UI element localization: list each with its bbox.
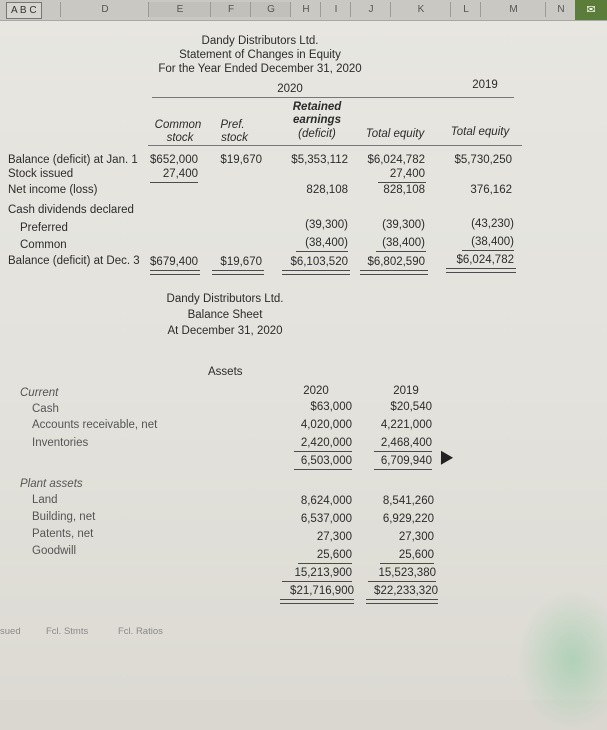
preferred-total-2019: (43,230)	[471, 218, 514, 230]
bs-goodwill-2019: 25,600	[398, 549, 434, 561]
bs-patents-2020: 27,300	[316, 531, 352, 543]
common-total-2019: (38,400)	[471, 236, 514, 248]
preferred-retained: (39,300)	[305, 219, 348, 231]
bs-current-label: Current	[20, 387, 59, 399]
bs-land-label: Land	[32, 494, 58, 506]
bs-plant-total-2019-rule	[368, 581, 436, 582]
stock-issued-rule	[150, 182, 198, 183]
bs-title: Balance Sheet	[187, 309, 263, 321]
equity-year-2020: 2020	[277, 83, 303, 95]
bs-land-2020: 8,624,000	[300, 495, 352, 507]
balance-jan-retained: $5,353,112	[291, 154, 348, 166]
bs-building-2019: 6,929,220	[382, 513, 434, 525]
bs-grand-total-2019: $22,233,320	[374, 585, 438, 597]
equity-company-name: Dandy Distributors Ltd.	[201, 35, 319, 47]
net-income-retained: 828,108	[306, 184, 348, 196]
common-total-rule	[376, 251, 426, 252]
balance-jan-total: $6,024,782	[367, 154, 425, 166]
bs-grand-total-2019-double-rule	[366, 599, 438, 604]
bs-company-name: Dandy Distributors Ltd.	[166, 293, 284, 305]
column-header-bar	[0, 0, 607, 21]
bs-inventories-2019: 2,468,400	[380, 437, 432, 449]
equity-period: For the Year Ended December 31, 2020	[158, 63, 362, 75]
sheet-tab-fcl-ratios[interactable]: Fcl. Ratios	[118, 626, 163, 637]
bs-building-2020: 6,537,000	[300, 513, 352, 525]
sheet-tab-bar	[0, 624, 607, 640]
common-retained: (38,400)	[305, 237, 348, 249]
retained-header-3: (deficit)	[298, 128, 336, 140]
bs-ar-2019: 4,221,000	[380, 419, 432, 431]
balance-dec-total-2019: $6,024,782	[456, 254, 514, 266]
total-2019-header: Total equity	[450, 126, 510, 138]
balance-dec-2019-double-rule	[446, 268, 516, 273]
column-header-f[interactable]: F	[210, 2, 251, 17]
equity-header-rule	[148, 145, 522, 146]
column-header-k[interactable]: K	[390, 2, 451, 17]
bs-year-2020: 2020	[303, 385, 329, 397]
column-header-g[interactable]: G	[250, 2, 291, 17]
bs-current-total-2020-rule	[294, 469, 352, 470]
balance-dec-total: $6,802,590	[367, 256, 425, 268]
column-header-m[interactable]: M	[480, 2, 546, 17]
bs-year-2019: 2019	[393, 385, 419, 397]
bs-land-2019: 8,541,260	[382, 495, 434, 507]
bs-inventories-label: Inventories	[32, 437, 89, 449]
equity-year-rule	[152, 97, 514, 98]
balance-dec-pref: $19,670	[220, 256, 262, 268]
row-label-balance-dec: Balance (deficit) at Dec. 3	[8, 255, 140, 267]
column-header-e[interactable]: E	[148, 2, 211, 17]
column-header-d[interactable]: D	[60, 2, 149, 17]
column-header-j[interactable]: J	[350, 2, 391, 17]
bs-ar-label: Accounts receivable, net	[32, 419, 158, 431]
bs-plant-total-2020-rule	[282, 581, 352, 582]
bs-plant-label: Plant assets	[20, 478, 83, 490]
bs-patents-label: Patents, net	[32, 528, 94, 540]
name-box[interactable]: A B C	[6, 2, 42, 19]
app-logo-icon: ✉	[575, 0, 607, 20]
balance-jan-common: $652,000	[150, 154, 198, 166]
bs-plant-total-2019: 15,523,380	[378, 567, 436, 579]
common-retained-rule	[296, 251, 348, 252]
bs-plant-2020-rule	[298, 563, 352, 564]
row-label-common: Common	[20, 239, 67, 251]
common-header-2: stock	[166, 132, 194, 144]
preferred-total: (39,300)	[382, 219, 425, 231]
bs-current-total-2019-rule	[374, 469, 432, 470]
bs-cash-2020: $63,000	[310, 401, 352, 413]
total-2020-header: Total equity	[365, 128, 425, 140]
balance-dec-common-double-rule	[150, 270, 200, 275]
row-label-preferred: Preferred	[20, 222, 68, 234]
row-label-net-income: Net income (loss)	[8, 184, 98, 196]
common-header-1: Common	[154, 119, 202, 131]
balance-jan-pref: $19,670	[220, 154, 262, 166]
bs-grand-total-2020-double-rule	[280, 599, 354, 604]
balance-dec-common: $679,400	[150, 256, 198, 268]
row-label-stock-issued: Stock issued	[8, 168, 74, 180]
net-income-total: 828,108	[383, 184, 425, 196]
retained-header-1: Retained	[292, 101, 342, 113]
stock-issued-common: 27,400	[162, 168, 198, 180]
pref-header-2: stock	[221, 132, 248, 144]
row-label-balance-jan: Balance (deficit) at Jan. 1	[8, 154, 138, 166]
bs-goodwill-label: Goodwill	[32, 545, 77, 557]
bs-goodwill-2020: 25,600	[316, 549, 352, 561]
bs-current-total-2020: 6,503,000	[300, 455, 352, 467]
row-label-cash-dividends: Cash dividends declared	[8, 204, 134, 216]
column-header-l[interactable]: L	[450, 2, 481, 17]
balance-dec-total-double-rule	[360, 270, 428, 275]
common-total: (38,400)	[382, 237, 425, 249]
bs-inventories-2020: 2,420,000	[300, 437, 352, 449]
retained-header-2: earnings	[293, 114, 341, 126]
pref-header-1: Pref.	[220, 119, 245, 131]
stock-issued-total: 27,400	[389, 168, 425, 180]
screen-glare	[517, 590, 607, 730]
bs-date: At December 31, 2020	[167, 325, 283, 337]
column-header-n[interactable]: N	[545, 2, 576, 17]
bs-current-2019-rule	[374, 451, 432, 452]
sheet-tab-fcl-stmts[interactable]: Fcl. Stmts	[46, 626, 89, 637]
bs-plant-2019-rule	[380, 563, 434, 564]
bs-current-total-2019: 6,709,940	[380, 455, 432, 467]
balance-dec-retained: $6,103,520	[290, 256, 348, 268]
column-header-i[interactable]: I	[320, 2, 351, 17]
bs-current-2020-rule	[294, 451, 352, 452]
balance-jan-total-2019: $5,730,250	[454, 154, 512, 166]
bs-ar-2020: 4,020,000	[300, 419, 352, 431]
equity-title: Statement of Changes in Equity	[179, 49, 341, 61]
bs-assets-heading: Assets	[208, 366, 243, 378]
column-header-h[interactable]: H	[290, 2, 321, 17]
sheet-tab-issued[interactable]: sued	[0, 626, 21, 637]
equity-year-2019: 2019	[472, 79, 498, 91]
bs-cash-label: Cash	[32, 403, 59, 415]
bs-patents-2019: 27,300	[398, 531, 434, 543]
balance-dec-pref-double-rule	[212, 270, 264, 275]
bs-grand-total-2020: $21,716,900	[290, 585, 354, 597]
bs-cash-2019: $20,540	[390, 401, 432, 413]
balance-dec-retained-double-rule	[282, 270, 350, 275]
bs-plant-total-2020: 15,213,900	[294, 567, 352, 579]
mouse-cursor-icon	[435, 447, 453, 464]
net-income-total-2019: 376,162	[470, 184, 512, 196]
bs-building-label: Building, net	[32, 511, 96, 523]
common-total-2019-rule	[462, 250, 514, 251]
